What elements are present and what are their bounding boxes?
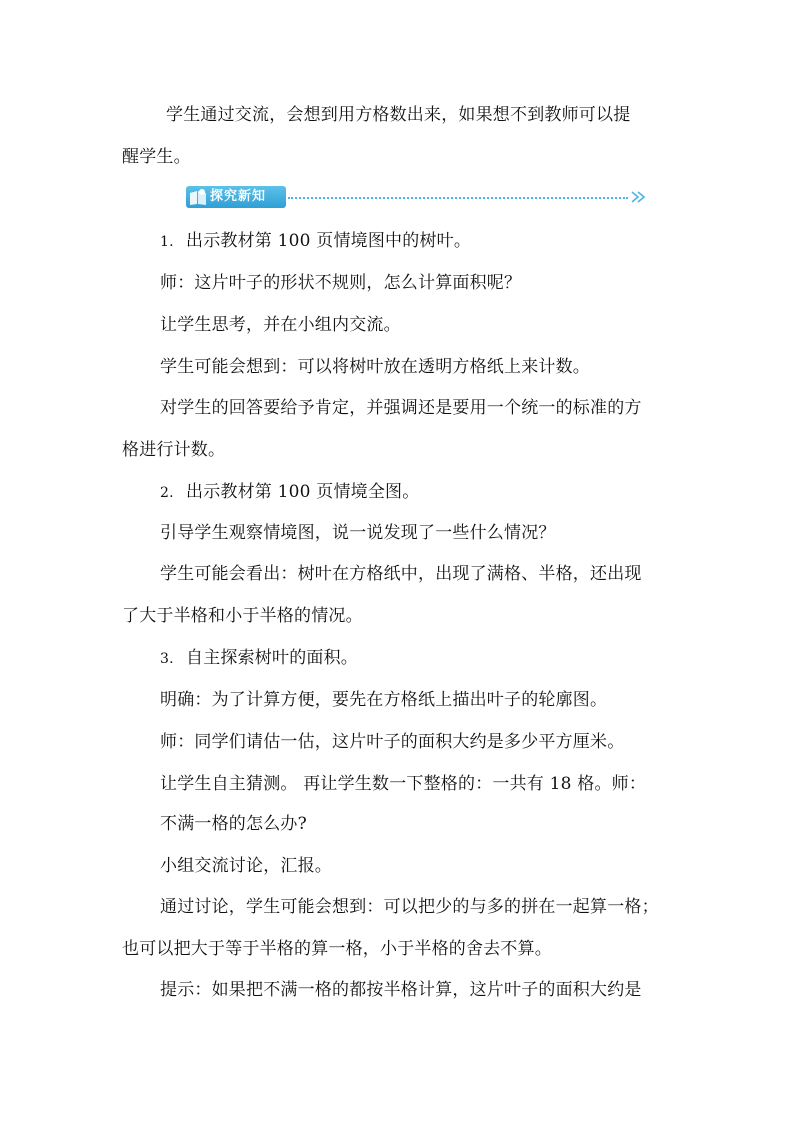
paragraph-line: 不满一格的怎么办? bbox=[160, 814, 307, 834]
paragraph-line: 了大于半格和小于半格的情况。 bbox=[122, 606, 363, 626]
item-text: 自主探索树叶的面积。 bbox=[186, 648, 358, 668]
divider-line bbox=[288, 197, 628, 199]
paragraph-line: 学生通过交流，会想到用方格数出来，如果想不到教师可以提 bbox=[166, 105, 631, 125]
section-title: 探究新知 bbox=[210, 189, 267, 204]
section-header bbox=[186, 184, 648, 212]
item-text: 出示教材第 100 页情境图中的树叶。 bbox=[186, 231, 472, 251]
paragraph-line: 格进行计数。 bbox=[122, 440, 226, 460]
item-number: 2. bbox=[160, 485, 174, 501]
paragraph-line: 小组交流讨论，汇报。 bbox=[160, 856, 332, 876]
paragraph-line: 师：同学们请估一估，这片叶子的面积大约是多少平方厘米。 bbox=[160, 732, 625, 752]
paragraph-line: 师：这片叶子的形状不规则，怎么计算面积呢？ bbox=[160, 273, 522, 293]
item-number: 1. bbox=[160, 234, 174, 250]
numbered-item-3 bbox=[160, 647, 358, 670]
paragraph-line: 明确：为了计算方便，要先在方格纸上描出叶子的轮廓图。 bbox=[160, 690, 608, 710]
paragraph-line: 让学生思考，并在小组内交流。 bbox=[160, 315, 401, 335]
paragraph-line: 引导学生观察情境图，说一说发现了一些什么情况？ bbox=[160, 523, 556, 543]
paragraph-line: 通过讨论，学生可能会想到：可以把少的与多的拼在一起算一格； bbox=[160, 897, 659, 917]
numbered-item-2 bbox=[160, 481, 419, 504]
item-number: 3. bbox=[160, 651, 174, 667]
paragraph-line: 也可以把大于等于半格的算一格，小于半格的舍去不算。 bbox=[122, 939, 552, 959]
item-text: 出示教材第 100 页情境全图。 bbox=[186, 482, 420, 502]
paragraph-line: 学生可能会想到：可以将树叶放在透明方格纸上来计数。 bbox=[160, 357, 590, 377]
paragraph-line: 对学生的回答要给予肯定，并强调还是要用一个统一的标准的方 bbox=[160, 398, 642, 418]
double-chevron-right-icon bbox=[630, 187, 648, 207]
paragraph-line: 让学生自主猜测。 再让学生数一下整格的：一共有 18 格。师： bbox=[160, 774, 647, 794]
book-icon bbox=[188, 187, 208, 207]
paragraph-line: 提示：如果把不满一格的都按半格计算，这片叶子的面积大约是 bbox=[160, 980, 642, 1000]
paragraph-line: 学生可能会看出：树叶在方格纸中，出现了满格、半格，还出现 bbox=[160, 564, 642, 584]
paragraph-line: 醒学生。 bbox=[122, 147, 191, 167]
numbered-item-1 bbox=[160, 230, 471, 253]
